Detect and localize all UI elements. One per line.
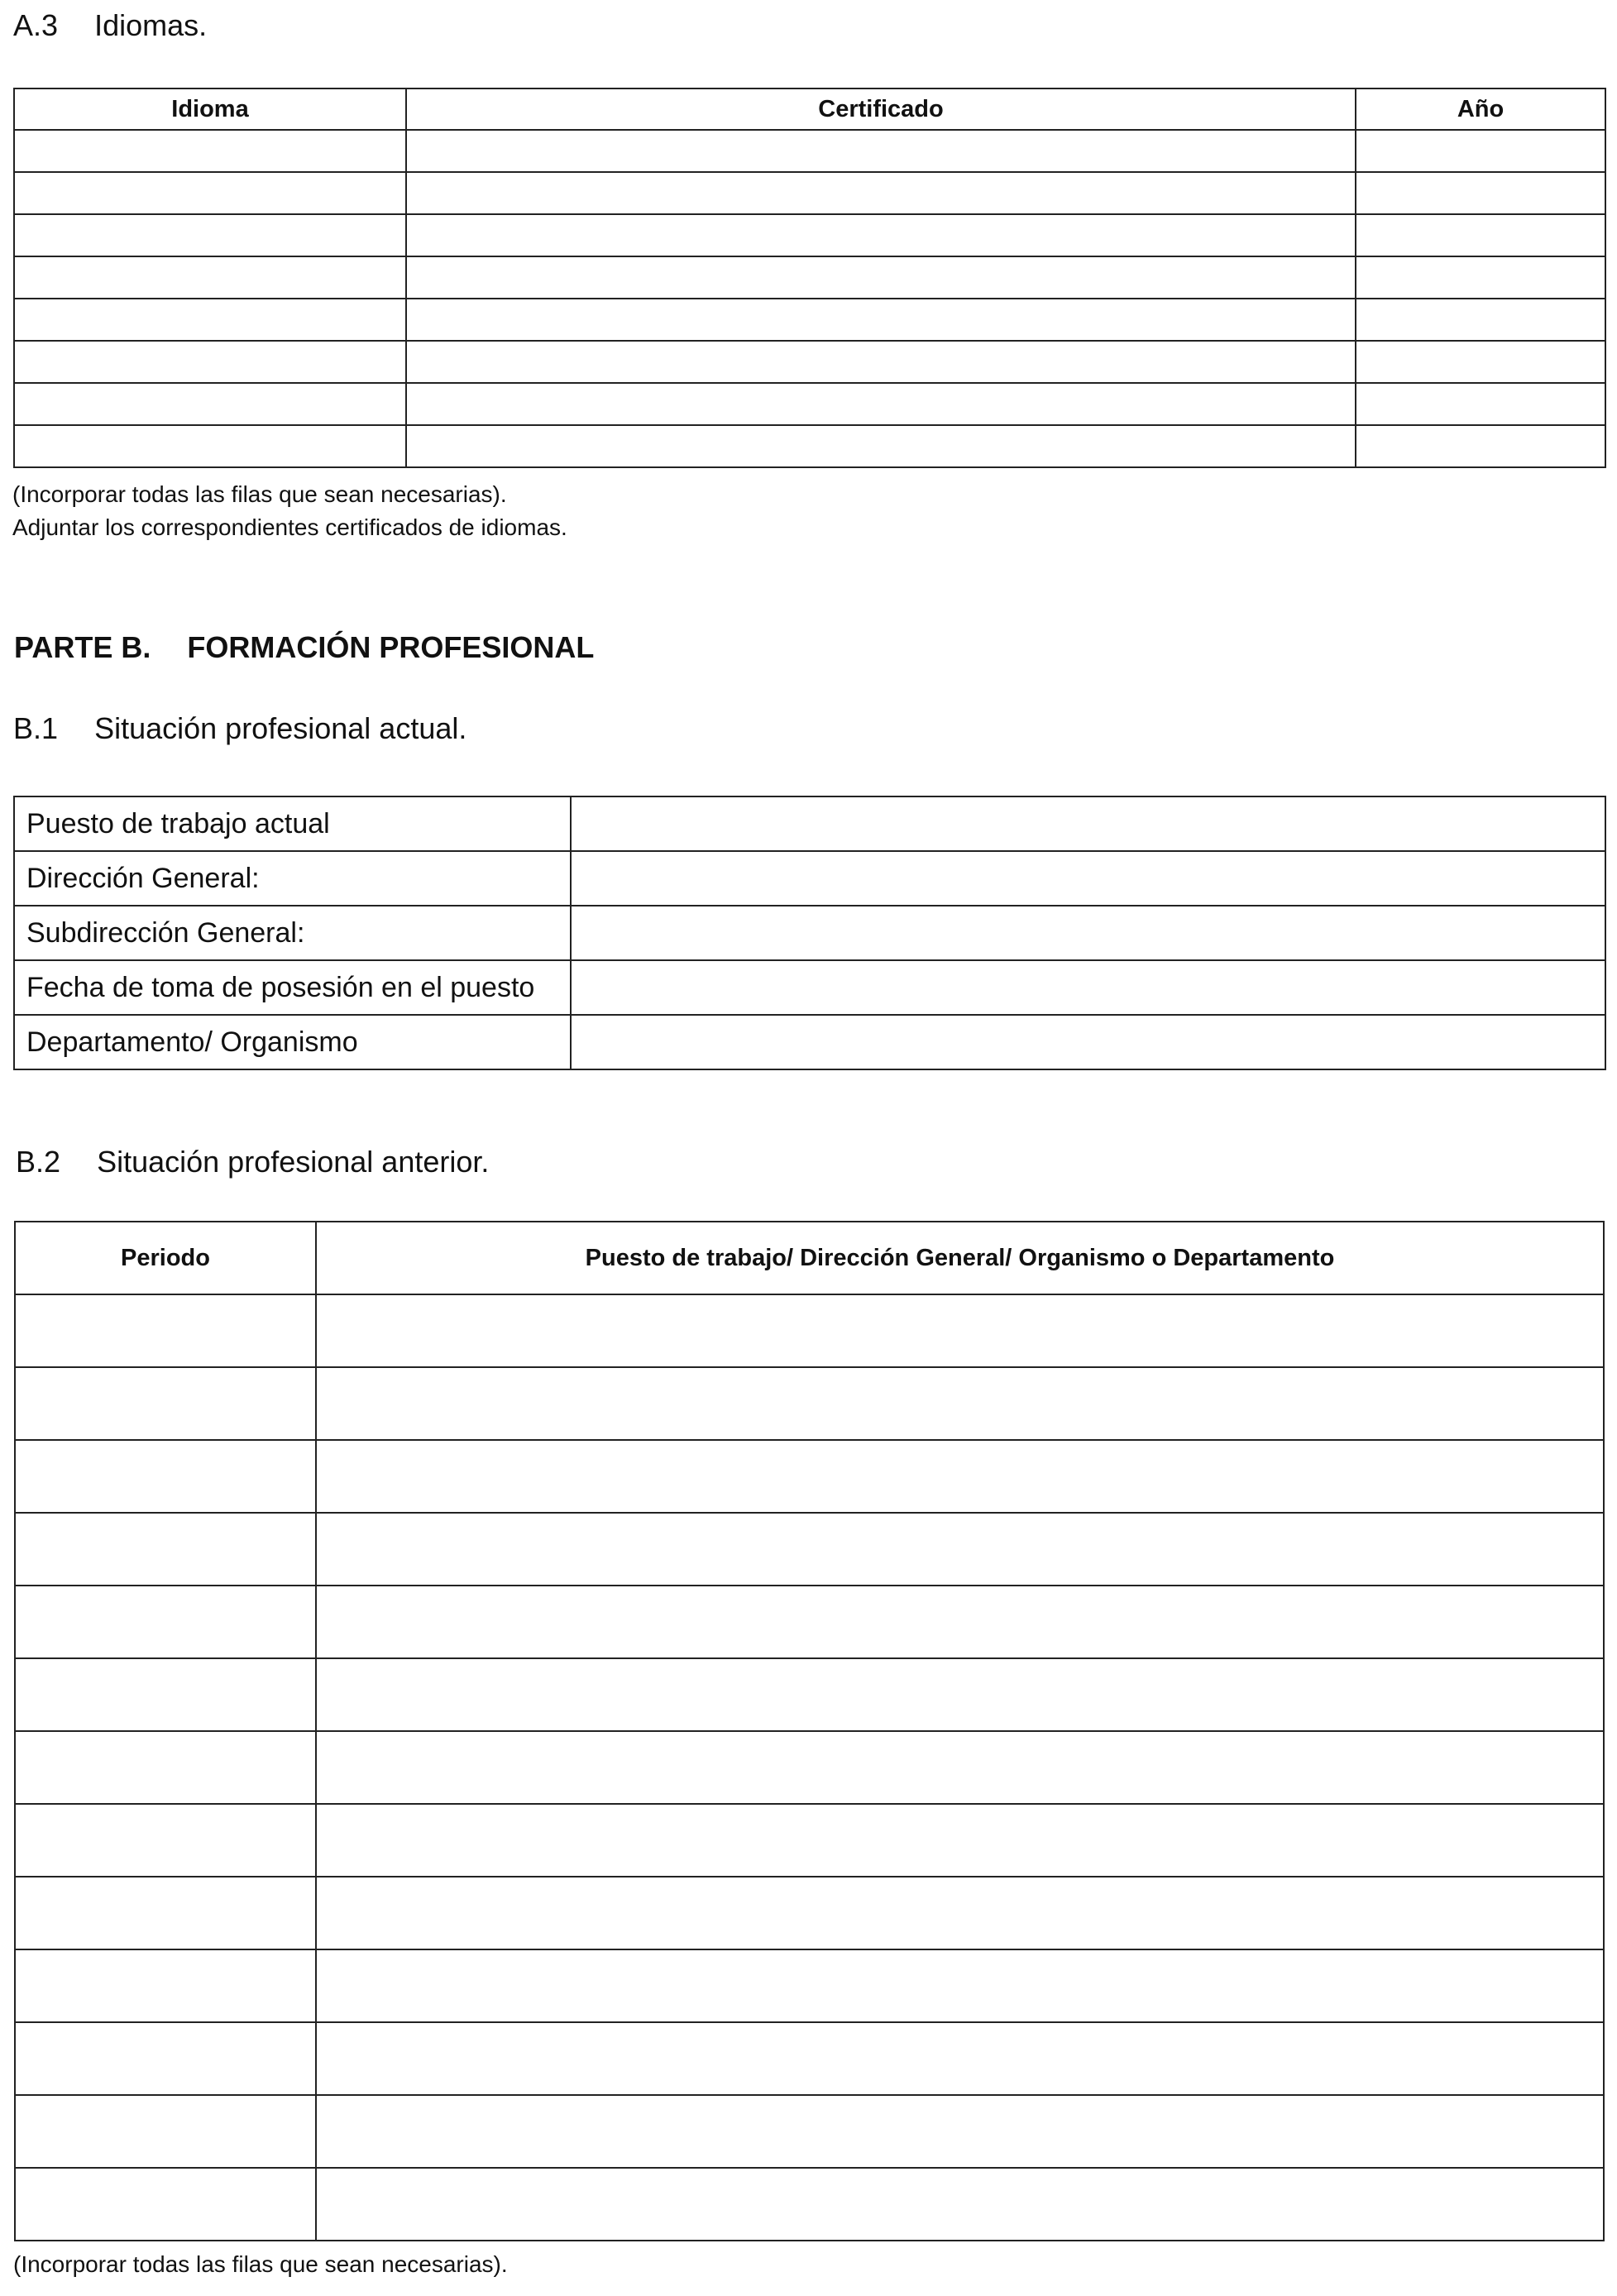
periodo-cell[interactable] bbox=[15, 1877, 316, 1949]
section-b1-number: B.1 bbox=[13, 711, 59, 745]
field-value-fecha-toma-posesion[interactable] bbox=[571, 960, 1605, 1015]
field-label-departamento: Departamento/ Organismo bbox=[14, 1015, 571, 1069]
notes-add-rows: (Incorporar todas las filas que sean necesarias). bbox=[12, 481, 507, 507]
periodo-cell[interactable] bbox=[15, 1513, 316, 1586]
idioma-cell[interactable] bbox=[14, 130, 406, 172]
idioma-cell[interactable] bbox=[14, 256, 406, 299]
periodo-cell[interactable] bbox=[15, 2022, 316, 2095]
field-label-direccion-general: Dirección General: bbox=[14, 851, 571, 906]
ano-cell[interactable] bbox=[1356, 299, 1605, 341]
table-row bbox=[15, 1804, 1604, 1877]
certificado-cell[interactable] bbox=[406, 172, 1356, 214]
periodo-cell[interactable] bbox=[15, 2095, 316, 2168]
notes-attach-certificates: Adjuntar los correspondientes certificados de idiomas. bbox=[12, 514, 567, 540]
previous-positions-note: (Incorporar todas las filas que sean necesarias). bbox=[13, 2251, 508, 2277]
table-row bbox=[15, 2095, 1604, 2168]
ano-cell[interactable] bbox=[1356, 214, 1605, 256]
idioma-cell[interactable] bbox=[14, 299, 406, 341]
field-label-puesto: Puesto de trabajo actual bbox=[14, 796, 571, 851]
periodo-cell[interactable] bbox=[15, 1804, 316, 1877]
table-row bbox=[15, 1658, 1604, 1731]
table-row bbox=[15, 1586, 1604, 1658]
previous-positions-header bbox=[15, 1222, 1604, 1294]
field-value-departamento[interactable] bbox=[571, 1015, 1605, 1069]
field-label-subdireccion-general: Subdirección General: bbox=[14, 906, 571, 960]
part-b-label: PARTE B. bbox=[14, 630, 151, 664]
section-a3-heading bbox=[13, 8, 207, 43]
periodo-cell[interactable] bbox=[15, 1658, 316, 1731]
puesto-cell[interactable] bbox=[316, 2168, 1604, 2241]
certificado-cell[interactable] bbox=[406, 130, 1356, 172]
table-row bbox=[14, 960, 1605, 1015]
languages-table-header bbox=[14, 88, 1605, 130]
current-position-table bbox=[13, 796, 1606, 1070]
table-row bbox=[14, 341, 1605, 383]
periodo-cell[interactable] bbox=[15, 1440, 316, 1513]
table-row bbox=[15, 1367, 1604, 1440]
table-row bbox=[14, 851, 1605, 906]
ano-cell[interactable] bbox=[1356, 425, 1605, 467]
puesto-cell[interactable] bbox=[316, 1731, 1604, 1804]
idioma-cell[interactable] bbox=[14, 383, 406, 425]
table-row bbox=[14, 796, 1605, 851]
idioma-cell[interactable] bbox=[14, 172, 406, 214]
field-value-puesto[interactable] bbox=[571, 796, 1605, 851]
idioma-cell[interactable] bbox=[14, 341, 406, 383]
puesto-cell[interactable] bbox=[316, 1294, 1604, 1367]
header-idioma: Idioma bbox=[14, 88, 406, 130]
certificado-cell[interactable] bbox=[406, 214, 1356, 256]
periodo-cell[interactable] bbox=[15, 1586, 316, 1658]
idioma-cell[interactable] bbox=[14, 425, 406, 467]
table-row bbox=[15, 1731, 1604, 1804]
section-b2-heading bbox=[16, 1145, 489, 1179]
puesto-cell[interactable] bbox=[316, 1586, 1604, 1658]
table-row bbox=[14, 906, 1605, 960]
languages-notes bbox=[12, 478, 567, 544]
section-b1-title: Situación profesional actual. bbox=[94, 711, 467, 745]
section-a3-number: A.3 bbox=[13, 8, 59, 42]
field-value-direccion-general[interactable] bbox=[571, 851, 1605, 906]
puesto-cell[interactable] bbox=[316, 2095, 1604, 2168]
ano-cell[interactable] bbox=[1356, 383, 1605, 425]
table-row bbox=[15, 1294, 1604, 1367]
puesto-cell[interactable] bbox=[316, 1658, 1604, 1731]
table-row bbox=[14, 1015, 1605, 1069]
ano-cell[interactable] bbox=[1356, 130, 1605, 172]
ano-cell[interactable] bbox=[1356, 341, 1605, 383]
table-row bbox=[15, 1949, 1604, 2022]
header-puesto-trabajo: Puesto de trabajo/ Dirección General/ Organismo o Departamento bbox=[316, 1222, 1604, 1294]
certificado-cell[interactable] bbox=[406, 299, 1356, 341]
table-row bbox=[15, 2022, 1604, 2095]
table-row bbox=[14, 256, 1605, 299]
periodo-cell[interactable] bbox=[15, 1294, 316, 1367]
ano-cell[interactable] bbox=[1356, 256, 1605, 299]
puesto-cell[interactable] bbox=[316, 1440, 1604, 1513]
part-b-heading bbox=[14, 630, 594, 665]
table-row bbox=[14, 130, 1605, 172]
table-row bbox=[15, 1513, 1604, 1586]
idioma-cell[interactable] bbox=[14, 214, 406, 256]
section-b2-number: B.2 bbox=[16, 1145, 61, 1179]
table-row bbox=[14, 214, 1605, 256]
puesto-cell[interactable] bbox=[316, 1949, 1604, 2022]
certificado-cell[interactable] bbox=[406, 383, 1356, 425]
section-b2-title: Situación profesional anterior. bbox=[97, 1145, 490, 1179]
table-row bbox=[14, 383, 1605, 425]
table-row bbox=[14, 425, 1605, 467]
section-b1-heading bbox=[13, 711, 466, 746]
section-a3-title: Idiomas. bbox=[94, 8, 208, 42]
puesto-cell[interactable] bbox=[316, 1804, 1604, 1877]
ano-cell[interactable] bbox=[1356, 172, 1605, 214]
table-row bbox=[14, 172, 1605, 214]
table-row bbox=[15, 2168, 1604, 2241]
part-b-title: FORMACIÓN PROFESIONAL bbox=[187, 630, 595, 664]
periodo-cell[interactable] bbox=[15, 1367, 316, 1440]
periodo-cell[interactable] bbox=[15, 1949, 316, 2022]
puesto-cell[interactable] bbox=[316, 1367, 1604, 1440]
certificado-cell[interactable] bbox=[406, 256, 1356, 299]
previous-positions-table bbox=[14, 1221, 1605, 2241]
table-row bbox=[15, 1877, 1604, 1949]
header-certificado: Certificado bbox=[406, 88, 1356, 130]
puesto-cell[interactable] bbox=[316, 1513, 1604, 1586]
periodo-cell[interactable] bbox=[15, 1731, 316, 1804]
table-row bbox=[14, 299, 1605, 341]
field-value-subdireccion-general[interactable] bbox=[571, 906, 1605, 960]
header-periodo: Periodo bbox=[15, 1222, 316, 1294]
certificado-cell[interactable] bbox=[406, 341, 1356, 383]
header-ano: Año bbox=[1356, 88, 1605, 130]
puesto-cell[interactable] bbox=[316, 2022, 1604, 2095]
field-label-fecha-toma-posesion: Fecha de toma de posesión en el puesto bbox=[14, 960, 571, 1015]
table-row bbox=[15, 1440, 1604, 1513]
languages-table bbox=[13, 88, 1606, 468]
certificado-cell[interactable] bbox=[406, 425, 1356, 467]
puesto-cell[interactable] bbox=[316, 1877, 1604, 1949]
periodo-cell[interactable] bbox=[15, 2168, 316, 2241]
